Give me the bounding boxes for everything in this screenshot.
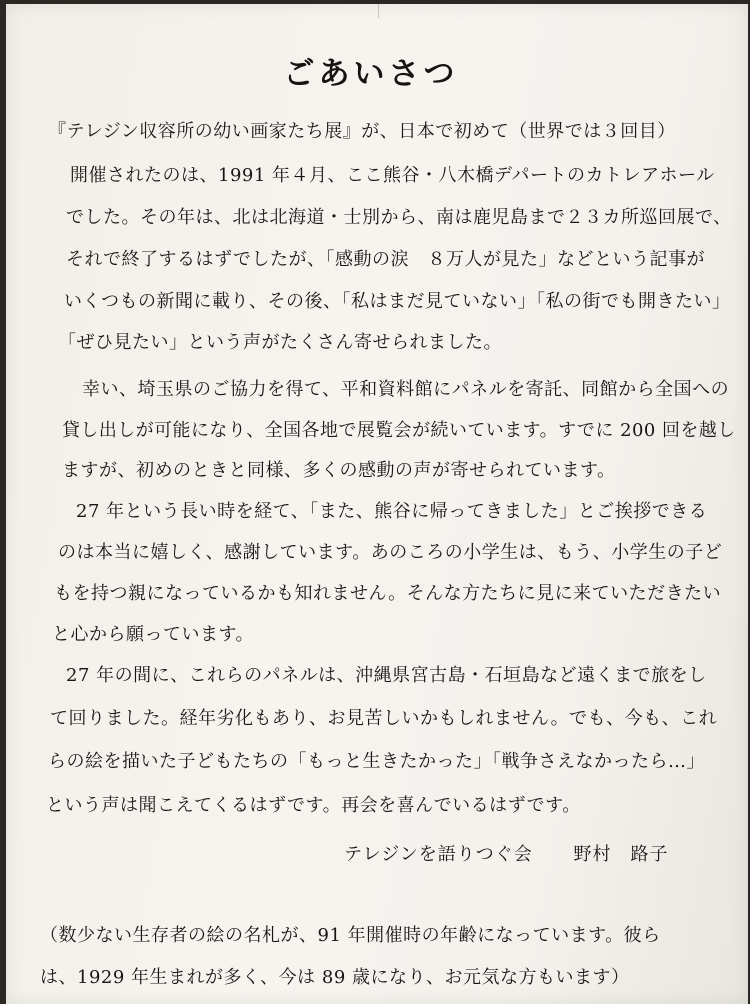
paragraph-1-line-4: それで終了するはずでしたが、「感動の涙 ８万人が見た」などという記事が [66, 249, 706, 270]
paragraph-1-line-6: 「ぜひ見たい」という声がたくさん寄せられました。 [58, 332, 502, 353]
paragraph-1-line-5: いくつもの新聞に載り、その後、「私はまだ見ていない」「私の街でも開きたい」 [64, 291, 731, 312]
paragraph-4-line-3: らの絵を描いた子どもたちの「もっと生きたかった」「戦争さえなかったら…」 [48, 751, 705, 772]
note-line-1: （数少ない生存者の絵の名札が、91 年開催時の年齢になっています。彼ら [40, 925, 661, 946]
paragraph-2-line-1: 幸い、埼玉県のご協力を得て、平和資料館にパネルを寄託、同館から全国への [82, 379, 730, 400]
paragraph-3-line-4: と心から願っています。 [52, 624, 255, 645]
paragraph-1-line-3: でした。その年は、北は北海道・士別から、南は鹿児島まで２３カ所巡回展で、 [66, 207, 732, 228]
paragraph-2-line-3: ますが、初めのときと同様、多くの感動の声が寄せられています。 [62, 460, 616, 481]
paragraph-3-line-1: 27 年という長い時を経て、「また、熊谷に帰ってきました」とご挨拶できる [76, 501, 708, 522]
signature [344, 843, 668, 867]
paragraph-1-line-2: 開催されたのは、1991 年４月、ここ熊谷・八木橋デパートのカトレアホール [70, 165, 715, 186]
paragraph-4-line-2: て回りました。経年劣化もあり、お見苦しいかもしれません。でも、今も、これ [50, 708, 718, 729]
paragraph-4-line-4: という声は聞こえてくるはずです。再会を喜んでいるはずです。 [46, 795, 581, 816]
signature-organization: テレジンを語りつぐ会 [344, 844, 533, 865]
note-line-2: は、1929 年生まれが多く、今は 89 歳になり、お元気な方もいます） [40, 967, 630, 988]
paragraph-2-line-2: 貸し出しが可能になり、全国各地で展覧会が続いています。すでに 200 回を越し [62, 420, 736, 441]
paragraph-4-line-1: 27 年の間に、これらのパネルは、沖縄県宮古島・石垣島など遠くまで旅をし [66, 665, 707, 686]
page-title: ごあいさつ [283, 56, 459, 92]
paragraph-3-line-2: のは本当に嬉しく、感謝しています。あのころの小学生は、もう、小学生の子ど [58, 542, 723, 563]
paragraph-3-line-3: もを持つ親になっているかも知れません。そんな方たちに見に来ていただきたい [54, 583, 722, 604]
paragraph-1-line-1: 『テレジン収容所の幼い画家たち展』が、日本で初めて（世界では３回目） [48, 121, 676, 142]
paper-crease [378, 4, 379, 18]
signature-name: 野村 路子 [573, 844, 669, 865]
